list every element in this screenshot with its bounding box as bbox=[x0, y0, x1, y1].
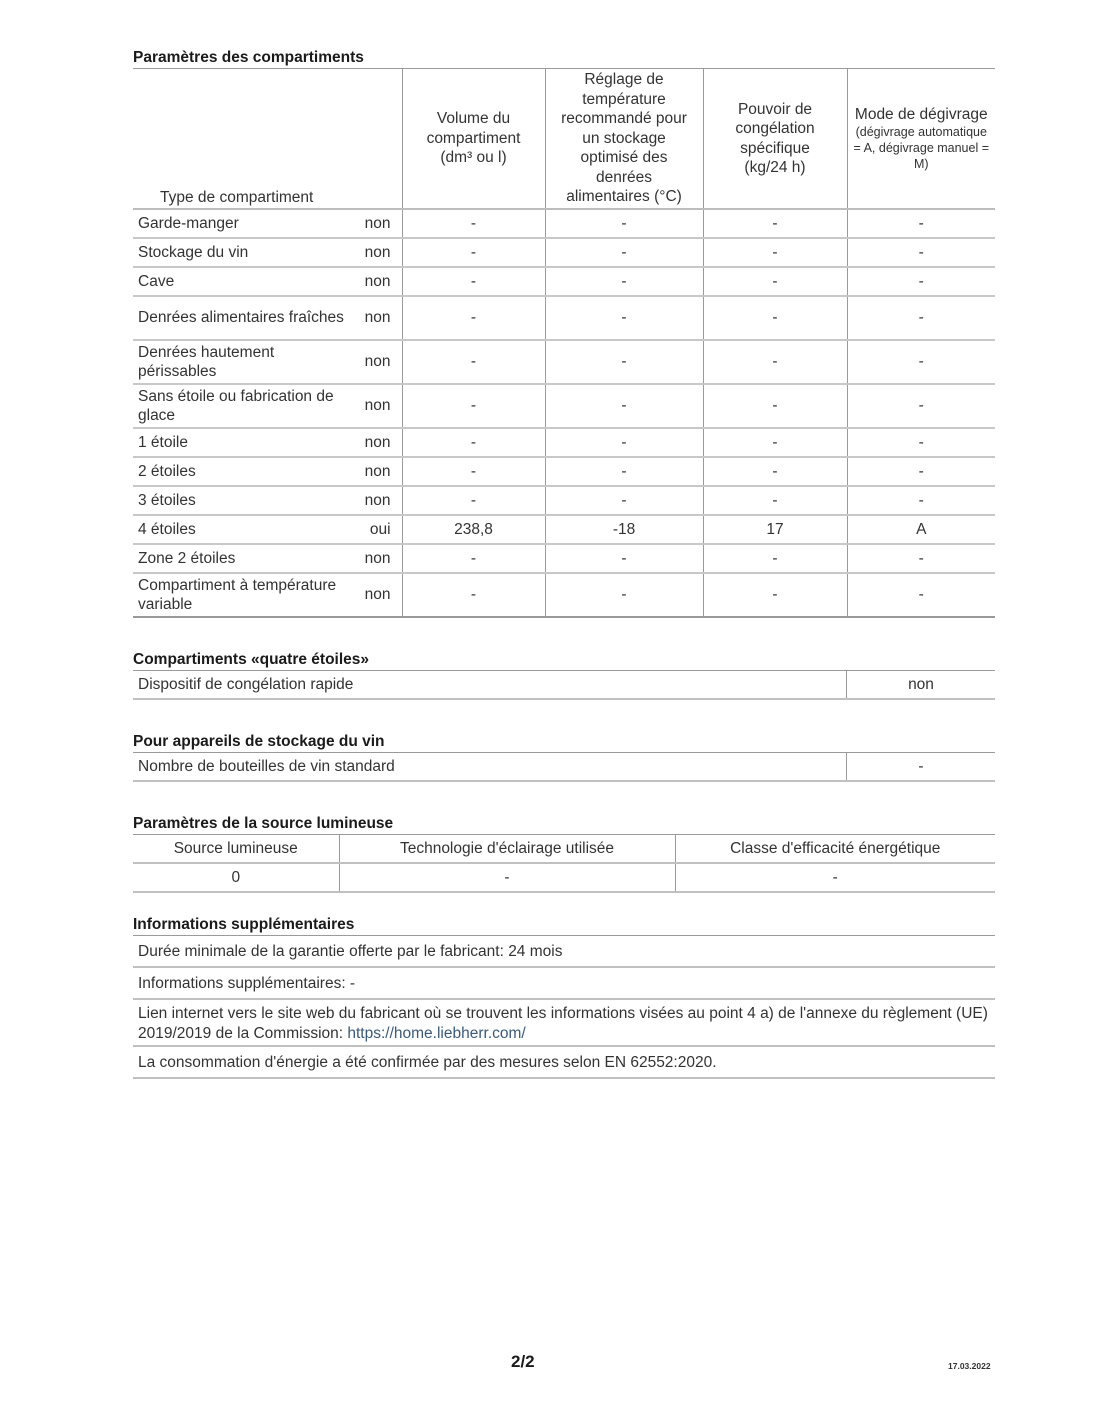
compartment-name: Compartiment à température variable bbox=[133, 573, 356, 617]
table-row bbox=[133, 753, 995, 781]
compartment-freezing-capacity: - bbox=[703, 457, 847, 486]
manufacturer-link[interactable]: https://home.liebherr.com/ bbox=[347, 1025, 526, 1042]
compartment-freezing-capacity: - bbox=[703, 296, 847, 340]
compartment-temperature: - bbox=[545, 238, 703, 267]
compartment-defrost-mode: - bbox=[847, 428, 995, 457]
compartment-defrost-mode: - bbox=[847, 209, 995, 238]
compartment-name: 1 étoile bbox=[133, 428, 356, 457]
lighting-technology-value: - bbox=[339, 863, 675, 892]
compartment-name: Denrées hautement périssables bbox=[133, 340, 356, 384]
compartment-name: Denrées alimentaires fraîches bbox=[133, 296, 356, 340]
light-source-table bbox=[133, 835, 995, 893]
header-freezing-capacity: Pouvoir de congélation spécifique (kg/24 h) bbox=[703, 69, 847, 209]
compartment-present: oui bbox=[356, 515, 402, 544]
compartment-name: 4 étoiles bbox=[133, 515, 356, 544]
warranty-text: Durée minimale de la garantie offerte par le fabricant: 24 mois bbox=[133, 936, 995, 968]
compartments-table bbox=[133, 69, 995, 618]
fast-freeze-label: Dispositif de congélation rapide bbox=[133, 671, 847, 699]
compartment-temperature: -18 bbox=[545, 515, 703, 544]
four-star-table bbox=[133, 671, 995, 700]
compartment-defrost-mode: - bbox=[847, 267, 995, 296]
page-number: 2/2 bbox=[511, 1352, 535, 1371]
table-row bbox=[133, 457, 995, 486]
compartment-present: non bbox=[356, 384, 402, 428]
compartment-volume: - bbox=[402, 384, 545, 428]
compartments-section-title: Paramètres des compartiments bbox=[133, 48, 995, 69]
compartment-volume: - bbox=[402, 209, 545, 238]
compartment-volume: - bbox=[402, 457, 545, 486]
header-volume: Volume du compartiment (dm³ ou l) bbox=[402, 69, 545, 209]
compartment-name: Zone 2 étoiles bbox=[133, 544, 356, 573]
compartment-volume: 238,8 bbox=[402, 515, 545, 544]
table-row bbox=[133, 267, 995, 296]
compartment-present: non bbox=[356, 340, 402, 384]
manufacturer-link-row bbox=[133, 1000, 995, 1047]
compartment-freezing-capacity: - bbox=[703, 384, 847, 428]
compartment-temperature: - bbox=[545, 296, 703, 340]
compartment-name: Garde-manger bbox=[133, 209, 356, 238]
light-section-title: Paramètres de la source lumineuse bbox=[133, 814, 995, 835]
compartment-defrost-mode: A bbox=[847, 515, 995, 544]
table-header-row bbox=[133, 835, 995, 863]
compartment-present: non bbox=[356, 428, 402, 457]
info-section-title: Informations supplémentaires bbox=[133, 915, 995, 936]
compartment-defrost-mode: - bbox=[847, 544, 995, 573]
table-row bbox=[133, 428, 995, 457]
light-source-value: 0 bbox=[133, 863, 339, 892]
compartment-defrost-mode: - bbox=[847, 573, 995, 617]
document-page bbox=[133, 48, 995, 1079]
compartment-freezing-capacity: - bbox=[703, 209, 847, 238]
table-row bbox=[133, 544, 995, 573]
compartment-name: 2 étoiles bbox=[133, 457, 356, 486]
compartment-freezing-capacity: - bbox=[703, 544, 847, 573]
compartment-present: non bbox=[356, 267, 402, 296]
wine-section-title: Pour appareils de stockage du vin bbox=[133, 732, 995, 753]
compartment-freezing-capacity: - bbox=[703, 428, 847, 457]
compartment-volume: - bbox=[402, 486, 545, 515]
compartment-volume: - bbox=[402, 428, 545, 457]
wine-bottles-label: Nombre de bouteilles de vin standard bbox=[133, 753, 847, 781]
manufacturer-link-text: Lien internet vers le site web du fabricant où se trouvent les informations visées au point 4 a) de l'annexe du règlement (UE) 2019/2019 de la Commission: bbox=[138, 1005, 988, 1042]
header-lighting-technology: Technologie d'éclairage utilisée bbox=[339, 835, 675, 863]
header-temperature: Réglage de température recommandé pour un stockage optimisé des denrées alimentaires (°C) bbox=[545, 69, 703, 209]
document-date: 17.03.2022 bbox=[948, 1361, 991, 1371]
compartment-name: Sans étoile ou fabrication de glace bbox=[133, 384, 356, 428]
compartment-volume: - bbox=[402, 340, 545, 384]
table-row bbox=[133, 671, 995, 699]
compartment-volume: - bbox=[402, 267, 545, 296]
wine-bottles-value: - bbox=[847, 753, 996, 781]
table-row bbox=[133, 238, 995, 267]
compartment-present: non bbox=[356, 296, 402, 340]
compartment-temperature: - bbox=[545, 573, 703, 617]
compartment-temperature: - bbox=[545, 384, 703, 428]
table-row bbox=[133, 209, 995, 238]
energy-class-value: - bbox=[675, 863, 995, 892]
energy-measurement-text: La consommation d'énergie a été confirmée par des mesures selon EN 62552:2020. bbox=[133, 1047, 995, 1079]
compartment-freezing-capacity: - bbox=[703, 340, 847, 384]
compartment-defrost-mode: - bbox=[847, 296, 995, 340]
compartment-temperature: - bbox=[545, 486, 703, 515]
compartment-defrost-mode: - bbox=[847, 238, 995, 267]
compartment-present: non bbox=[356, 457, 402, 486]
compartment-volume: - bbox=[402, 296, 545, 340]
four-star-section-title: Compartiments «quatre étoiles» bbox=[133, 650, 995, 671]
header-defrost-mode: Mode de dégivrage (dégivrage automatique = A, dégivrage manuel = M) bbox=[847, 69, 995, 209]
compartment-present: non bbox=[356, 573, 402, 617]
compartment-defrost-mode: - bbox=[847, 486, 995, 515]
header-light-source: Source lumineuse bbox=[133, 835, 339, 863]
compartment-present: non bbox=[356, 209, 402, 238]
compartment-name: Cave bbox=[133, 267, 356, 296]
compartment-volume: - bbox=[402, 544, 545, 573]
header-energy-class: Classe d'efficacité énergétique bbox=[675, 835, 995, 863]
compartment-temperature: - bbox=[545, 457, 703, 486]
table-row bbox=[133, 340, 995, 384]
table-row bbox=[133, 863, 995, 892]
compartment-present: non bbox=[356, 544, 402, 573]
header-type: Type de compartiment bbox=[133, 69, 402, 209]
compartment-freezing-capacity: - bbox=[703, 486, 847, 515]
compartment-freezing-capacity: - bbox=[703, 267, 847, 296]
compartment-present: non bbox=[356, 238, 402, 267]
wine-table bbox=[133, 753, 995, 782]
table-row bbox=[133, 486, 995, 515]
compartment-temperature: - bbox=[545, 340, 703, 384]
table-row bbox=[133, 515, 995, 544]
table-row bbox=[133, 384, 995, 428]
compartment-volume: - bbox=[402, 238, 545, 267]
compartment-temperature: - bbox=[545, 544, 703, 573]
table-row bbox=[133, 573, 995, 617]
compartment-freezing-capacity: 17 bbox=[703, 515, 847, 544]
compartment-freezing-capacity: - bbox=[703, 573, 847, 617]
compartment-volume: - bbox=[402, 573, 545, 617]
compartment-present: non bbox=[356, 486, 402, 515]
compartment-temperature: - bbox=[545, 428, 703, 457]
compartment-defrost-mode: - bbox=[847, 457, 995, 486]
table-row bbox=[133, 296, 995, 340]
compartment-defrost-mode: - bbox=[847, 384, 995, 428]
compartment-name: Stockage du vin bbox=[133, 238, 356, 267]
compartment-defrost-mode: - bbox=[847, 340, 995, 384]
additional-info-text: Informations supplémentaires: - bbox=[133, 968, 995, 1000]
compartment-temperature: - bbox=[545, 209, 703, 238]
fast-freeze-value: non bbox=[847, 671, 996, 699]
compartment-temperature: - bbox=[545, 267, 703, 296]
compartment-name: 3 étoiles bbox=[133, 486, 356, 515]
compartment-freezing-capacity: - bbox=[703, 238, 847, 267]
